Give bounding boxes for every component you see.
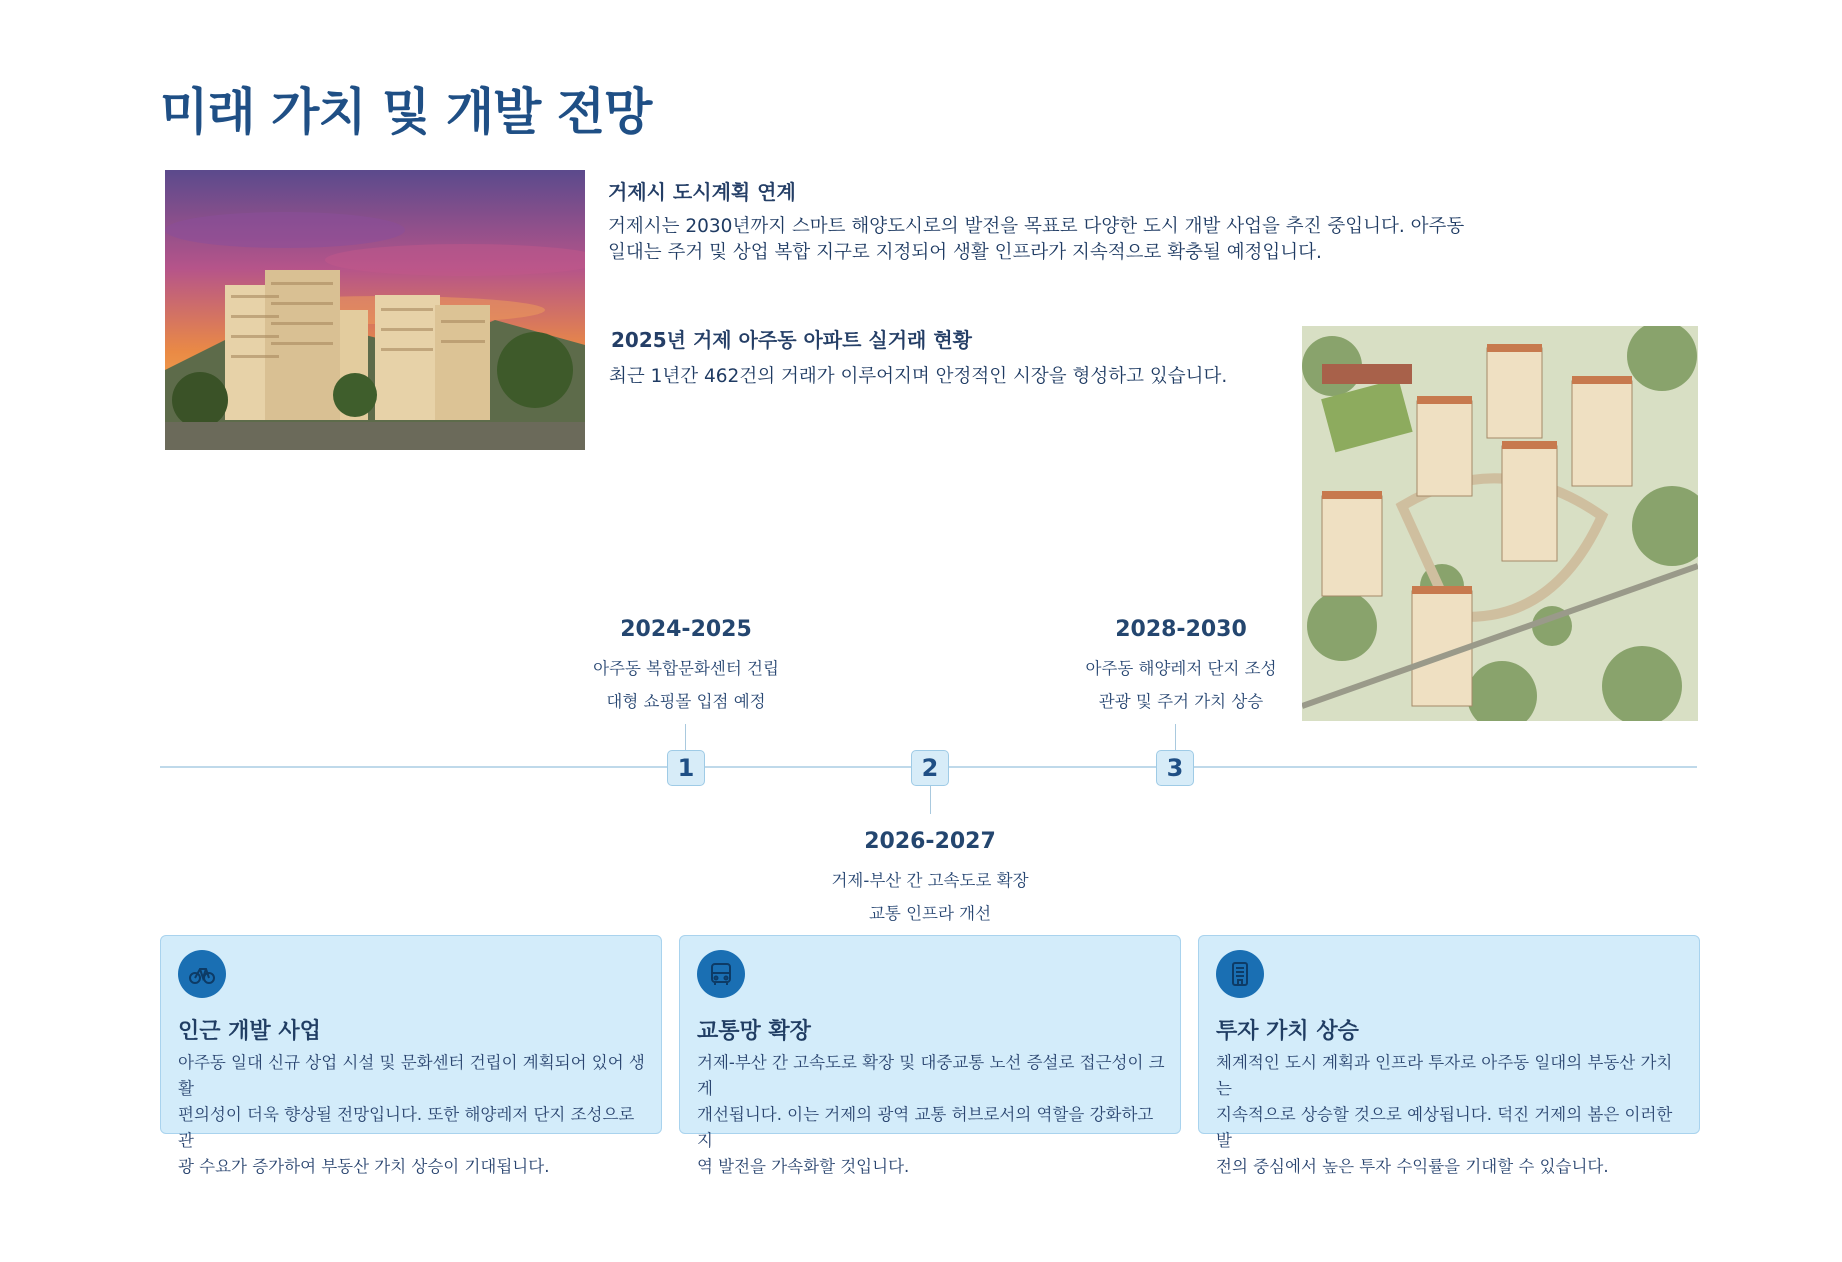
timeline-marker-2: 2 [911,750,949,786]
transaction-heading: 2025년 거제 아주동 아파트 실거래 현황 [611,328,972,352]
timeline-marker-3: 3 [1156,750,1194,786]
card-body: 거제-부산 간 고속도로 확장 및 대중교통 노선 증설로 접근성이 크게 개선됩니다. 이는 거제의 광역 교통 허브로서의 역할을 강화하고 지 역 발전을 가속화할 것입니다. [697,1053,1165,1176]
city-plan-text-line1: 거제시는 2030년까지 스마트 해양도시로의 발전을 목표로 다양한 도시 개발 사업을 추진 중입니다. 아주동 [608,216,1465,237]
city-plan-heading: 거제시 도시계획 연계 [608,180,796,204]
milestone-1-year: 2024-2025 [620,617,752,642]
milestone-2-year: 2026-2027 [864,829,996,854]
apartment-sunset-photo [165,170,585,450]
aerial-complex-sketch [1302,326,1698,721]
milestone-1-line2: 대형 쇼핑몰 입점 예정 [606,692,766,711]
bus-icon [697,950,745,998]
milestone-3-line2: 관광 및 주거 가치 상승 [1098,692,1264,711]
milestone-3-line1: 아주동 해양레저 단지 조성 [1085,659,1277,678]
card-title: 투자 가치 상승 [1216,1019,1359,1044]
card-nearby-development [160,935,662,1176]
card-transport-expansion [679,935,1181,1176]
card-title: 인근 개발 사업 [178,1019,321,1044]
milestone-3-year: 2028-2030 [1115,617,1247,642]
bicycle-icon [178,950,226,998]
milestone-2-line1: 거제-부산 간 고속도로 확장 [831,871,1029,890]
card-body: 아주동 일대 신규 상업 시설 및 문화센터 건립이 계획되어 있어 생활 편의성이 더욱 향상될 전망입니다. 또한 해양레저 단지 조성으로 관 광 수요가 증가하여 부동산 가치 상승이 기대됩니다. [178,1053,645,1176]
page-title: 미래 가치 및 개발 전망 [160,83,652,141]
transaction-text: 최근 1년간 462건의 거래가 이루어지며 안정적인 시장을 형성하고 있습니다. [609,366,1228,387]
card-investment-value [1198,935,1700,1176]
timeline-tick-2 [930,784,931,814]
milestone-1-line1: 아주동 복합문화센터 건립 [593,659,779,678]
timeline-marker-1: 1 [667,750,705,786]
milestone-2-line2: 교통 인프라 개선 [868,904,992,923]
card-body: 체계적인 도시 계획과 인프라 투자로 아주동 일대의 부동산 가치는 지속적으로 상승할 것으로 예상됩니다. 덕진 거제의 봄은 이러한 발 전의 중심에서 높은 투자 수익률을 기대할 수 있습니다. [1216,1053,1673,1176]
card-title: 교통망 확장 [697,1019,811,1044]
city-plan-text-line2: 일대는 주거 및 상업 복합 지구로 지정되어 생활 인프라가 지속적으로 확충될 예정입니다. [608,242,1322,263]
building-icon [1216,950,1264,998]
